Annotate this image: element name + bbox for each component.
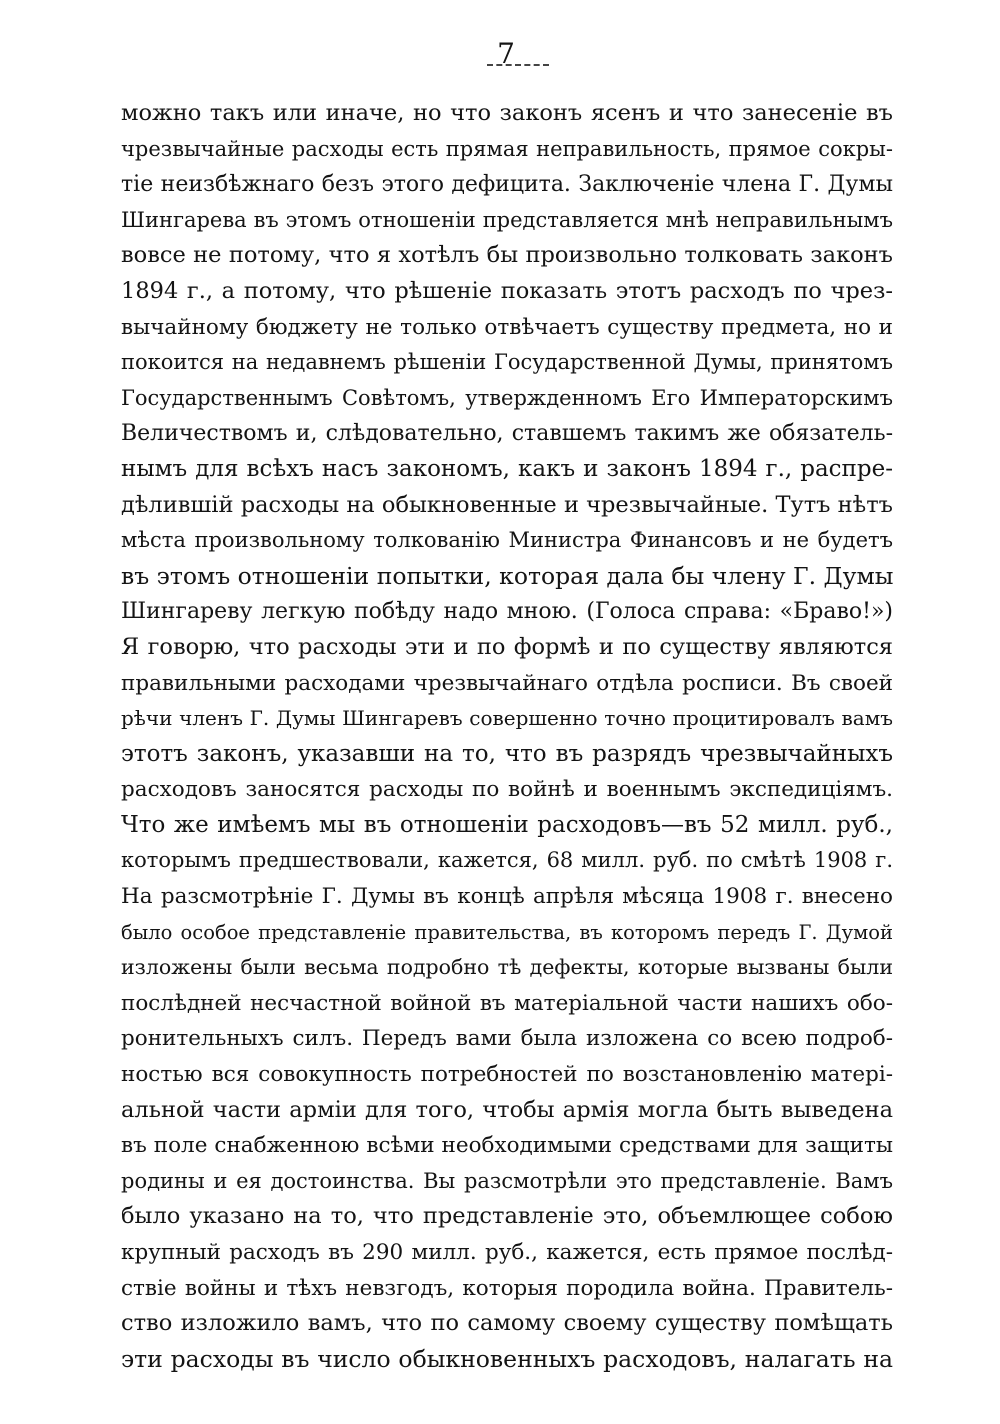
- text-line: изложены были весьма подробно тѣ дефекты, которые вызваны были: [121, 955, 893, 980]
- text-line: крупный расходъ въ 290 милл. руб., кажется, есть прямое послѣд-: [121, 1240, 893, 1265]
- text-line: тіе неизбѣжнаго безъ этого дефицита. Заключеніе члена Г. Думы: [121, 172, 893, 198]
- body-text: [121, 96, 893, 1377]
- text-line: 1894 г., а потому, что рѣшеніе показать этотъ расходъ по чрез-: [121, 277, 893, 304]
- text-line: родины и ея достоинства. Вы разсмотрѣли это представленіе. Вамъ: [121, 1168, 893, 1193]
- text-line: было особое представленіе правительства, въ которомъ передъ Г. Думой: [121, 920, 893, 944]
- text-line: вычайному бюджету не только отвѣчаетъ существу предмета, но и: [121, 314, 893, 340]
- text-line: альной части арміи для того, чтобы армія могла быть выведена: [121, 1096, 893, 1123]
- text-line: чрезвычайные расходы есть прямая неправильность, прямое сокры-: [121, 136, 893, 161]
- text-line: На разсмотрѣніе Г. Думы въ концѣ апрѣля мѣсяца 1908 г. внесено: [121, 884, 893, 910]
- text-line: Шингарева въ этомъ отношеніи представляется мнѣ неправильнымъ: [121, 207, 893, 232]
- text-line: эти расходы въ число обыкновенныхъ расходовъ, налагать на: [121, 1344, 893, 1373]
- text-line: расходовъ заносятся расходы по войнѣ и военнымъ экспедиціямъ.: [121, 777, 893, 803]
- text-line: покоится на недавнемъ рѣшеніи Государственной Думы, принятомъ: [121, 350, 893, 375]
- text-line: рѣчи членъ Г. Думы Шингаревъ совершенно точно процитировалъ вамъ: [121, 706, 893, 731]
- page-number: [6, 34, 1000, 70]
- text-line: Государственнымъ Совѣтомъ, утвержденномъ Его Императорскимъ: [121, 385, 893, 410]
- text-line: правильными расходами чрезвычайнаго отдѣла росписи. Въ своей: [121, 670, 893, 696]
- text-line: ствіе войны и тѣхъ невзгодъ, которыя породила война. Правитель-: [121, 1275, 893, 1301]
- page-number-underline: [487, 64, 549, 66]
- text-line: ронительныхъ силъ. Передъ вами была изложена со всею подроб-: [121, 1026, 893, 1052]
- text-line: Я говорю, что расходы эти и по формѣ и по существу являются: [121, 633, 893, 660]
- text-line: въ этомъ отношеніи попытки, которая дала бы члену Г. Думы: [121, 561, 894, 590]
- page-number-text: 7: [497, 37, 515, 70]
- text-line: ство изложило вамъ, что по самому своему существу помѣщать: [121, 1310, 893, 1337]
- text-line: мѣста произвольному толкованію Министра Финансовъ и не будетъ: [121, 528, 893, 553]
- text-line: было указано на то, что представленіе это, объемлющее собою: [121, 1203, 893, 1230]
- text-line: Величествомъ и, слѣдовательно, ставшемъ такимъ же обязатель-: [121, 421, 893, 447]
- text-line: въ поле снабженною всѣми необходимыми средствами для защиты: [121, 1133, 893, 1159]
- text-line: этотъ законъ, указавши на то, что въ разрядъ чрезвычайныхъ: [121, 740, 893, 767]
- text-line: которымъ предшествовали, кажется, 68 милл. руб. по смѣтѣ 1908 г.: [121, 848, 893, 873]
- text-line: послѣдней несчастной войной въ матеріальной части нашихъ обо-: [121, 990, 893, 1016]
- text-line: дѣлившій расходы на обыкновенные и чрезвычайные. Тутъ нѣтъ: [121, 491, 893, 518]
- text-line: можно такъ или иначе, но что законъ ясенъ и что занесеніе въ: [121, 100, 893, 126]
- text-line: Что же имѣемъ мы въ отношеніи расходовъ—въ 52 милл. руб.,: [121, 811, 893, 838]
- text-line: ностью вся совокупность потребностей по возстановленію матері-: [121, 1062, 893, 1088]
- text-line: нымъ для всѣхъ насъ закономъ, какъ и законъ 1894 г., распре-: [121, 455, 893, 482]
- text-line: Шингареву легкую побѣду надо мною. (Голоса справа: «Браво!»): [121, 599, 893, 625]
- text-line: вовсе не потому, что я хотѣлъ бы произвольно толковать законъ: [121, 242, 893, 269]
